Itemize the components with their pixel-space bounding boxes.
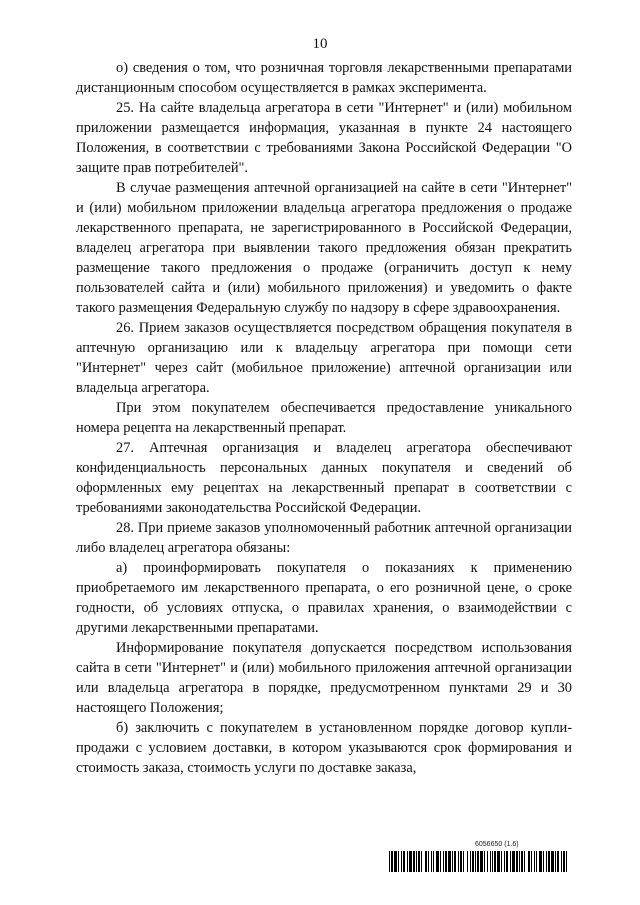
barcode-bar bbox=[548, 851, 550, 872]
barcode-bar bbox=[409, 851, 412, 872]
barcode-bar bbox=[497, 851, 500, 872]
barcode-bar bbox=[566, 851, 567, 872]
barcode-bar bbox=[407, 851, 408, 872]
barcode-bar bbox=[546, 851, 547, 872]
barcode-bar bbox=[401, 851, 402, 872]
barcode-bar bbox=[487, 851, 488, 872]
page-number: 10 bbox=[312, 36, 328, 52]
barcode-bar bbox=[504, 851, 505, 872]
barcode-bar bbox=[484, 851, 485, 872]
paragraph-28-item-a: а) проинформировать покупателя о показаниях к применению приобретаемого им лекарственного препарата, о его розничной цене, о сроке годности, об условиях отпуска, о правилах хранения, о взаимодействии с другими лекарственными препаратами. bbox=[76, 560, 572, 636]
barcode-bar bbox=[470, 851, 471, 872]
barcode-bar bbox=[463, 851, 464, 872]
barcode-bar bbox=[555, 851, 556, 872]
barcode-bar bbox=[425, 851, 427, 872]
document-body bbox=[76, 58, 572, 778]
barcode-bar bbox=[416, 851, 417, 872]
barcode-bar bbox=[398, 851, 399, 872]
paragraph-26: 26. Прием заказов осуществляется посредством обращения покупателя в аптечную организацию или к владельцу агрегатора при помощи сети "Интернет" через сайт (мобильное приложение) аптечной организации или владельца агрегатора. bbox=[76, 320, 572, 396]
barcode-bar bbox=[563, 851, 565, 872]
barcode-bar bbox=[480, 851, 483, 872]
barcode-bar bbox=[524, 851, 525, 872]
barcode-bar bbox=[472, 851, 474, 872]
barcode-bar bbox=[510, 851, 511, 872]
paragraph-28: 28. При приеме заказов уполномоченный работник аптечной организации либо владелец агрегатора обязаны: bbox=[76, 520, 572, 556]
barcode-bar bbox=[512, 851, 515, 872]
paragraph-28-item-a-continuation: Информирование покупателя допускается посредством использования сайта в сети "Интернет" и (или) мобильного приложения аптечной организации или владельца агрегатора в порядке, предусмотренном пунктами 29 и 30 настоящего Положения; bbox=[76, 640, 572, 716]
barcode-bar bbox=[531, 851, 532, 872]
barcode-bar bbox=[460, 851, 462, 872]
barcode-bar bbox=[519, 851, 520, 872]
barcode-bar bbox=[394, 851, 397, 872]
barcode-bar bbox=[443, 851, 444, 872]
barcode-icon bbox=[389, 851, 570, 872]
document-code: 6056650 (1.6) bbox=[475, 841, 519, 848]
barcode-bar bbox=[448, 851, 451, 872]
barcode-bar bbox=[391, 851, 393, 872]
barcode-bar bbox=[528, 851, 530, 872]
barcode-bar bbox=[403, 851, 405, 872]
barcode-bar bbox=[516, 851, 518, 872]
barcode-bar bbox=[458, 851, 459, 872]
paragraph-25: 25. На сайте владельца агрегатора в сети "Интернет" и (или) мобильном приложении размещается информация, указанная в пункте 24 настоящего Положения, в соответствии с требованиями Закона Российской Федерации "О защите прав потребителей". bbox=[76, 100, 572, 176]
barcode-bar bbox=[389, 851, 390, 872]
barcode-bar bbox=[454, 851, 456, 872]
barcode-bar bbox=[440, 851, 441, 872]
barcode-bar bbox=[543, 851, 544, 872]
barcode-bar bbox=[494, 851, 496, 872]
barcode-bar bbox=[501, 851, 502, 872]
barcode-bar bbox=[445, 851, 447, 872]
barcode-bar bbox=[475, 851, 476, 872]
barcode-bar bbox=[521, 851, 523, 872]
barcode-bar bbox=[431, 851, 432, 872]
paragraph-item-o: о) сведения о том, что розничная торговля лекарственными препаратами дистанционным способом осуществляется в рамках эксперимента. bbox=[76, 60, 572, 96]
barcode-bar bbox=[536, 851, 537, 872]
paragraph-28-item-b: б) заключить с покупателем в установленном порядке договор купли-продажи с условием доставки, в котором указываются срок формирования и стоимость заказа, стоимость услуги по доставке заказа, bbox=[76, 720, 572, 776]
paragraph-25-continuation: В случае размещения аптечной организацией на сайте в сети "Интернет" и (или) мобильном приложении владельца агрегатора предложения о продаже лекарственного препарата, не зарегистрированного в Российской Федерации, владелец агрегатора при выявлении такого предложения обязан прекратить размещение такого предложения о продаже (ограничить доступ к нему пользователей сайта и (или) мобильного приложения) и уведомить о факте такого размещения Федеральную службу по надзору в сфере здравоохранения. bbox=[76, 180, 572, 316]
barcode-bar bbox=[506, 851, 508, 872]
barcode-bar bbox=[539, 851, 542, 872]
barcode-bar bbox=[452, 851, 453, 872]
barcode-bar bbox=[561, 851, 562, 872]
barcode-bar bbox=[433, 851, 434, 872]
barcode-bar bbox=[421, 851, 422, 872]
barcode-bar bbox=[477, 851, 479, 872]
barcode-bar bbox=[492, 851, 493, 872]
paragraph-26-continuation: При этом покупателем обеспечивается предоставление уникального номера рецепта на лекарственный препарат. bbox=[76, 400, 572, 436]
barcode-bar bbox=[490, 851, 491, 872]
barcode-bar bbox=[436, 851, 439, 872]
barcode-bar bbox=[557, 851, 559, 872]
paragraph-27: 27. Аптечная организация и владелец агрегатора обеспечивают конфиденциальность персональных данных покупателя и сведений об оформленных ему рецептах на лекарственный препарат в соответствии с требованиями законодательства Российской Федерации. bbox=[76, 440, 572, 516]
barcode-bar bbox=[418, 851, 420, 872]
barcode-bar bbox=[534, 851, 535, 872]
barcode-bar bbox=[551, 851, 554, 872]
barcode-bar bbox=[467, 851, 468, 872]
barcode-bar bbox=[428, 851, 429, 872]
barcode-bar bbox=[413, 851, 415, 872]
